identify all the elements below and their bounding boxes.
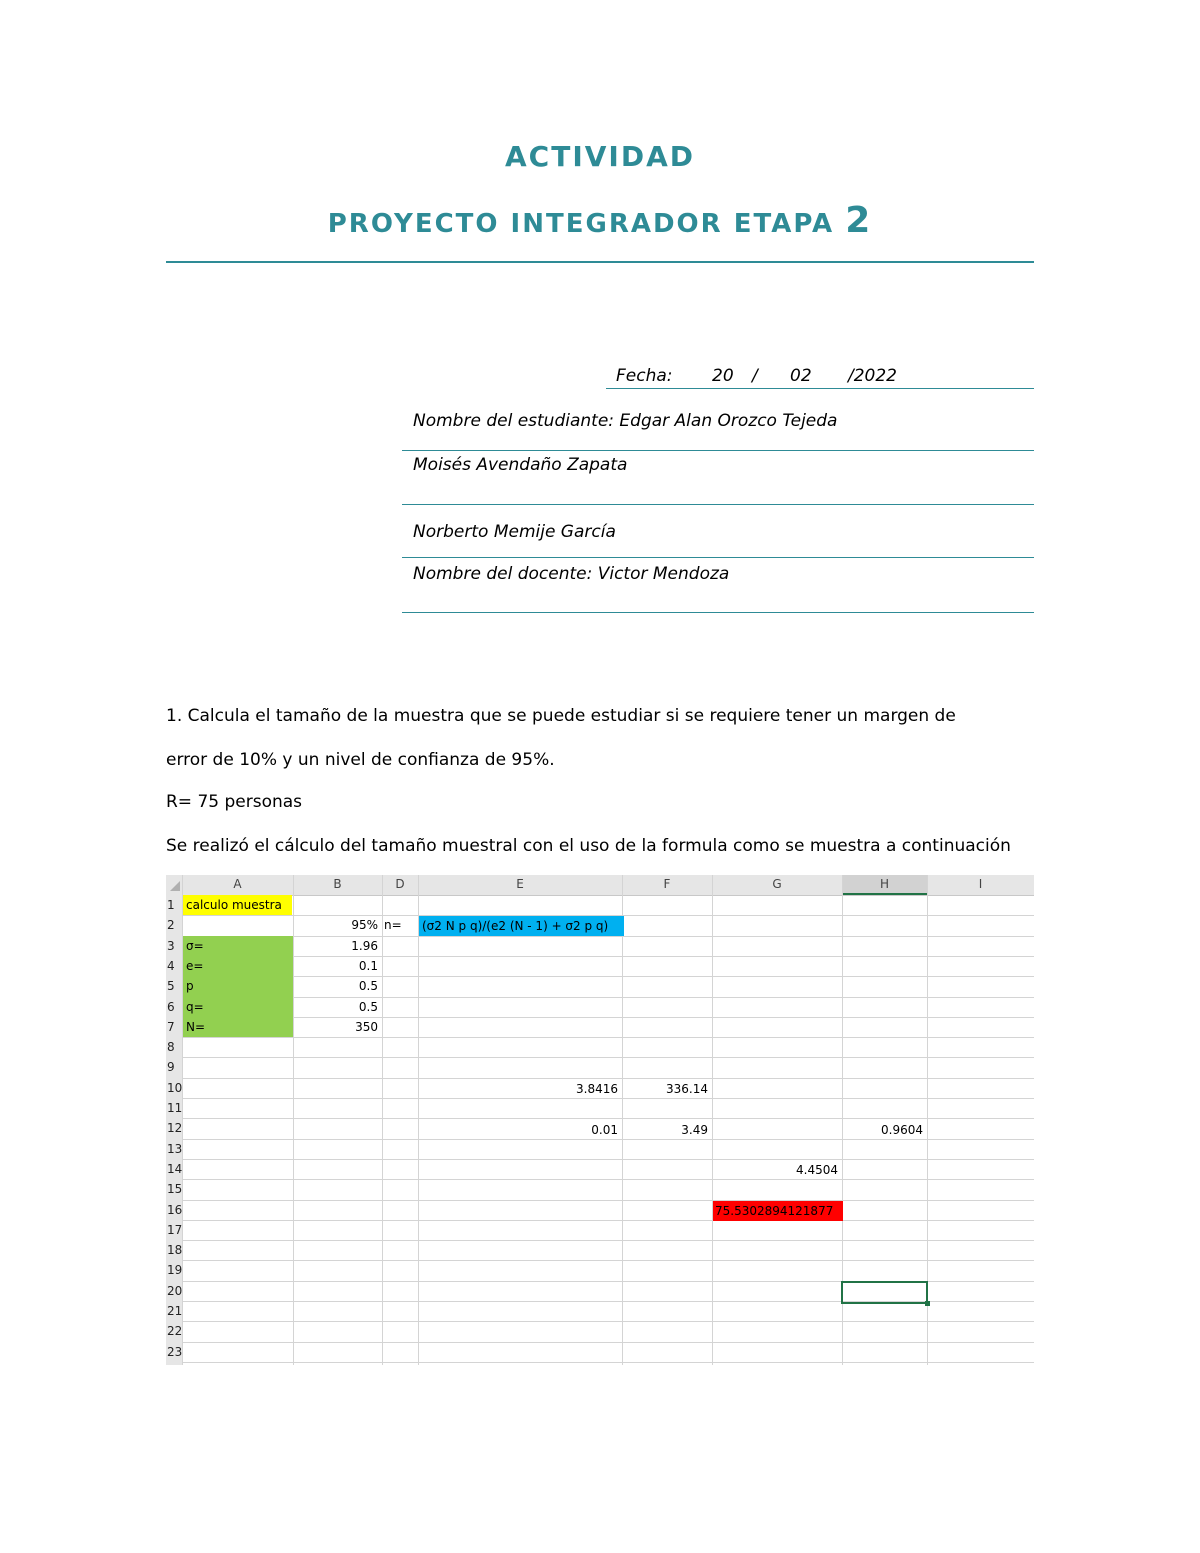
grid-hline [182,1179,1034,1180]
row-header: 15 [167,1182,183,1196]
fecha-label: Fecha: [616,366,673,386]
cell-b4: 0.1 [358,959,378,973]
row-header: 16 [167,1203,183,1217]
selected-cell-h20 [841,1281,928,1304]
question-1-line-1: 1. Calcula el tamaño de la muestra que se puede estudiar si se requiere tener un margen de [166,706,956,726]
cell-f10: 336.14 [666,1082,708,1096]
cell-a3: σ= [186,939,204,953]
cell-e2: (σ2 N p q)/(e2 (N - 1) + σ2 p q) [419,916,624,936]
activity-title: ACTIVIDAD [505,140,695,173]
row-header: 5 [167,979,175,993]
row-header: 18 [167,1243,183,1257]
column-header-d: D [395,877,405,891]
student-name-2: Moisés Avendaño Zapata [413,455,628,475]
cell-g16: 75.5302894121877 [713,1201,843,1221]
cell-a5: p [186,979,194,993]
grid-hline [182,1200,1034,1201]
cell-e10: 3.8416 [576,1082,618,1096]
column-header-h: H [879,877,890,891]
cell-e12: 0.01 [591,1123,618,1137]
row-header: 9 [167,1060,175,1074]
grid-hline [182,1220,1034,1221]
cell-a1: calculo muestra [183,895,292,915]
cell-d2: n= [384,918,402,932]
row-header: 11 [167,1101,183,1115]
subtitle-main: PROYECTO INTEGRADOR ETAPA [327,209,846,239]
teacher-rule [402,612,1034,613]
row-header: 1 [167,898,175,912]
fecha-separator: / [752,366,758,386]
row-header: 4 [167,959,175,973]
grid-hline [182,1037,1034,1038]
fill-handle-icon [925,1301,930,1306]
grid-hline [182,1260,1034,1261]
spreadsheet-image [166,875,1034,1365]
student-rule-1 [402,450,1034,451]
student-rule-3 [402,557,1034,558]
column-header-a: A [233,877,242,891]
row-header: 10 [167,1081,183,1095]
cell-b6: 0.5 [358,1000,378,1014]
student-rule-2 [402,504,1034,505]
grid-vline [382,875,383,1365]
teacher-name: Nombre del docente: Victor Mendoza [413,564,730,584]
select-all-corner-icon [170,881,180,891]
row-header: 14 [167,1162,183,1176]
row-header: 17 [167,1223,183,1237]
answer-text: R= 75 personas [166,792,303,812]
grid-vline [712,875,713,1365]
grid-hline [182,1362,1034,1363]
row-header: 6 [167,1000,175,1014]
row-header: 20 [167,1284,183,1298]
fecha-year: /2022 [848,366,897,386]
question-1-line-2: error de 10% y un nivel de confianza de 95%. [166,750,555,770]
column-header-g: G [772,877,782,891]
column-header-b: B [333,877,342,891]
cell-h12: 0.9604 [881,1123,923,1137]
subtitle-number: 2 [845,200,873,241]
student-name-3: Norberto Memije García [413,522,616,542]
cell-b3: 1.96 [351,939,378,953]
row-header: 2 [167,918,175,932]
grid-hline [182,1321,1034,1322]
row-header: 3 [167,939,175,953]
row-header: 22 [167,1324,183,1338]
fecha-month: 02 [790,366,812,386]
project-subtitle [0,200,1200,241]
row-header: 12 [167,1121,183,1135]
fecha-day: 20 [712,366,734,386]
cell-b5: 0.5 [358,979,378,993]
column-header-e: E [516,877,524,891]
grid-hline [182,1240,1034,1241]
student-name-1: Nombre del estudiante: Edgar Alan Orozco Tejeda [413,411,838,431]
column-header-i: I [978,877,983,891]
cell-a4: e= [186,959,204,973]
grid-hline [182,1057,1034,1058]
row-header: 23 [167,1345,183,1359]
row-header: 7 [167,1020,175,1034]
title-divider [166,261,1034,263]
explanation-text: Se realizó el cálculo del tamaño muestral con el uso de la formula como se muestra a continuación [166,836,1011,856]
cell-b2: 95% [351,918,378,932]
grid-hline [182,1342,1034,1343]
cell-a6: q= [186,1000,204,1014]
fecha-rule [606,388,1034,389]
row-header: 13 [167,1142,183,1156]
row-header: 21 [167,1304,183,1318]
row-header: 19 [167,1263,183,1277]
cell-a7: N= [186,1020,206,1034]
grid-hline [182,1159,1034,1160]
row-header: 8 [167,1040,175,1054]
grid-hline [182,1118,1034,1119]
cell-b7: 350 [355,1020,378,1034]
column-header-f: F [663,877,671,891]
cell-f12: 3.49 [681,1123,708,1137]
cell-g14: 4.4504 [796,1163,838,1177]
